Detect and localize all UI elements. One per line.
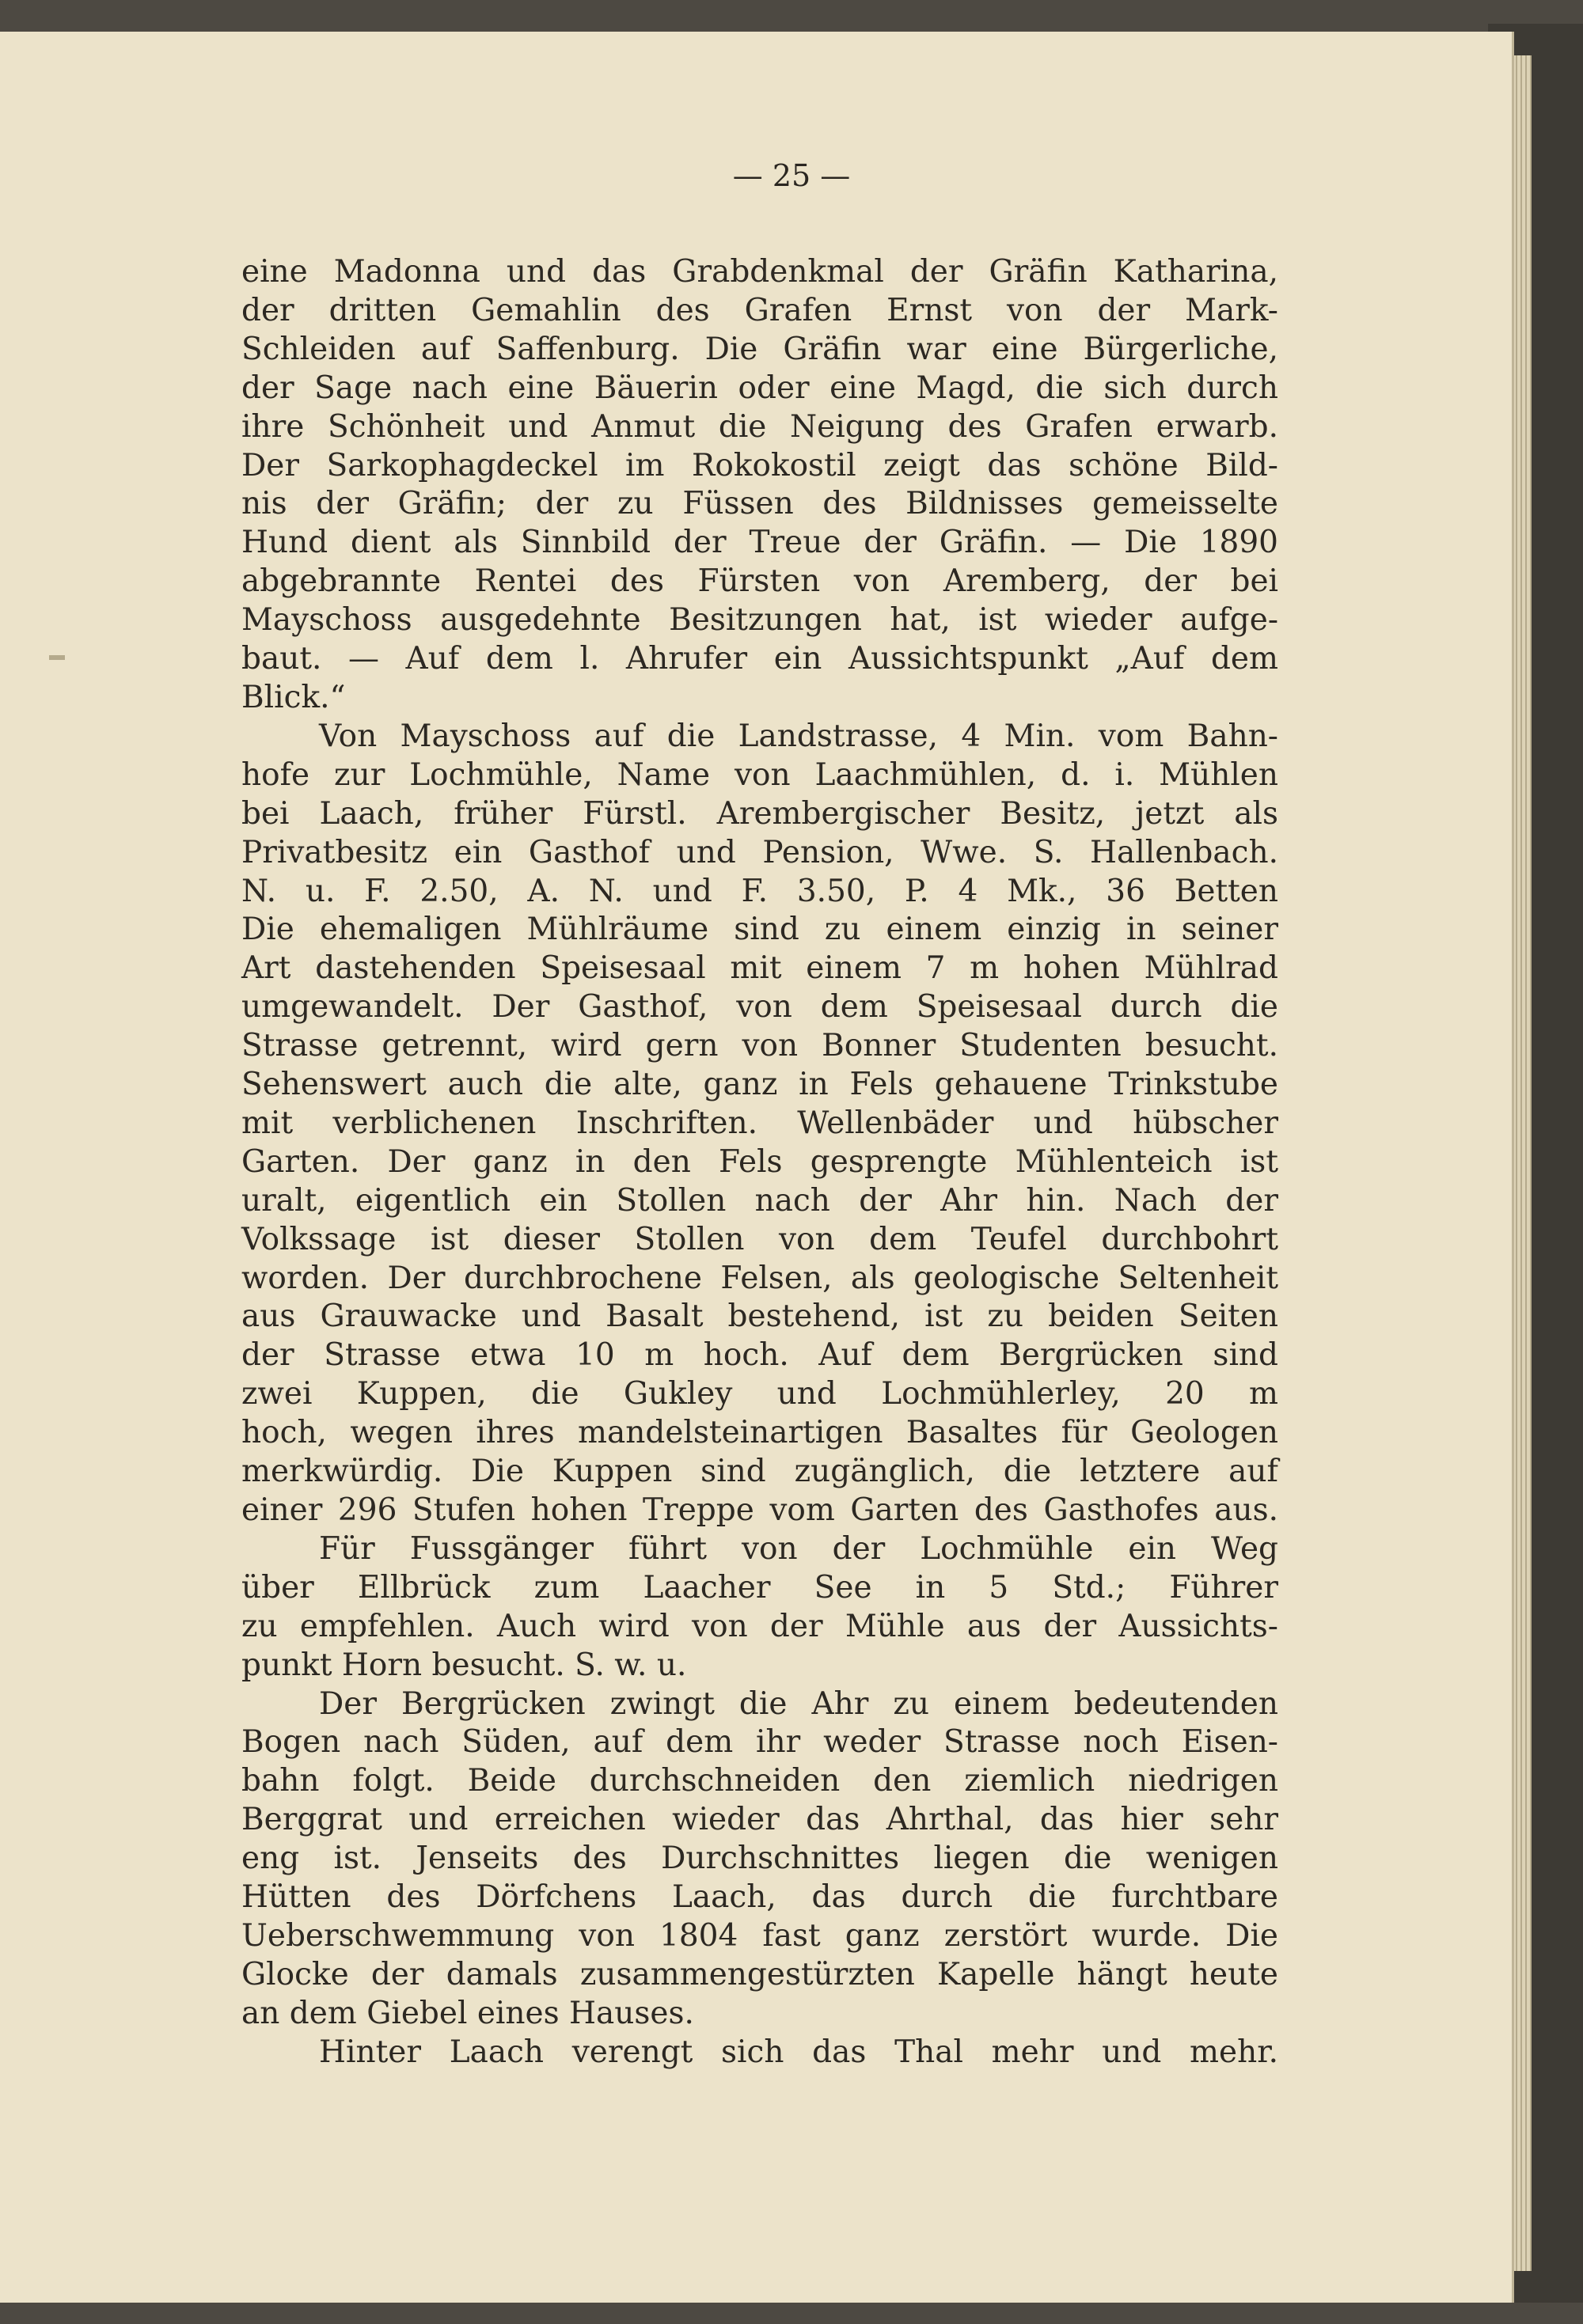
text-line: eng ist. Jenseits des Durchschnittes liegen die wenigen xyxy=(241,1841,1278,1877)
text-line: zwei Kuppen, die Gukley und Lochmühlerley, 20 m xyxy=(241,1376,1278,1412)
text-line: worden. Der durchbrochene Felsen, als geologische Seltenheit xyxy=(241,1260,1278,1296)
text-line: Strasse getrennt, wird gern von Bonner Studenten besucht. xyxy=(241,1028,1278,1064)
text-line: Von Mayschoss auf die Landstrasse, 4 Min. vom Bahn- xyxy=(319,718,1278,754)
text-line: Für Fussgänger führt von der Lochmühle ein Weg xyxy=(319,1530,1278,1567)
text-line: nis der Gräfin; der zu Füssen des Bildnisses gemeisselte xyxy=(241,486,1278,522)
page-fold-mark xyxy=(49,655,65,660)
page-number: — 25 — xyxy=(732,158,851,193)
text-line: Der Sarkophagdeckel im Rokokostil zeigt das schöne Bild- xyxy=(241,447,1278,483)
body-text xyxy=(241,253,1278,2072)
text-line: bei Laach, früher Fürstl. Arembergischer Besitz, jetzt als xyxy=(241,795,1278,832)
text-line: Privatbesitz ein Gasthof und Pension, Wwe. S. Hallenbach. xyxy=(241,834,1278,870)
text-line: baut. — Auf dem l. Ahrufer ein Aussichtspunkt „Auf dem xyxy=(241,641,1278,677)
text-line: punkt Horn besucht. S. w. u. xyxy=(241,1647,687,1683)
text-line: ihre Schönheit und Anmut die Neigung des Grafen erwarb. xyxy=(241,408,1278,445)
text-line: Ueberschwemmung von 1804 fast ganz zerstört wurde. Die xyxy=(241,1917,1278,1954)
text-line: merkwürdig. Die Kuppen sind zugänglich, die letztere auf xyxy=(241,1454,1278,1490)
text-line: eine Madonna und das Grabdenkmal der Gräfin Katharina, xyxy=(241,254,1278,290)
text-line: Mayschoss ausgedehnte Besitzungen hat, ist wieder aufge- xyxy=(241,602,1278,639)
text-line: über Ellbrück zum Laacher See in 5 Std.; Führer xyxy=(241,1569,1278,1606)
text-line: der Sage nach eine Bäuerin oder eine Magd, die sich durch xyxy=(241,370,1278,406)
text-line: der Strasse etwa 10 m hoch. Auf dem Bergrücken sind xyxy=(241,1337,1278,1374)
text-line: Blick.“ xyxy=(241,679,346,715)
text-line: an dem Giebel eines Hauses. xyxy=(241,1995,694,2031)
text-line: uralt, eigentlich ein Stollen nach der Ahr hin. Nach der xyxy=(241,1182,1278,1219)
text-line: der dritten Gemahlin des Grafen Ernst von der Mark- xyxy=(241,292,1278,328)
text-line: hofe zur Lochmühle, Name von Laachmühlen, d. i. Mühlen xyxy=(241,756,1278,793)
text-line: bahn folgt. Beide durchschneiden den ziemlich niedrigen xyxy=(241,1763,1278,1799)
text-line: Glocke der damals zusammengestürzten Kapelle hängt heute xyxy=(241,1956,1278,1992)
text-line: Schleiden auf Saffenburg. Die Gräfin war eine Bürgerliche, xyxy=(241,331,1278,367)
text-line: Berggrat und erreichen wieder das Ahrthal, das hier sehr xyxy=(241,1802,1278,1838)
text-line: umgewandelt. Der Gasthof, von dem Speisesaal durch die xyxy=(241,989,1278,1026)
text-line: Der Bergrücken zwingt die Ahr zu einem bedeutenden xyxy=(319,1685,1278,1722)
text-line: mit verblichenen Inschriften. Wellenbäder und hübscher xyxy=(241,1105,1278,1141)
text-line: N. u. F. 2.50, A. N. und F. 3.50, P. 4 Mk., 36 Betten xyxy=(241,873,1278,909)
text-line: einer 296 Stufen hohen Treppe vom Garten des Gasthofes aus. xyxy=(241,1492,1278,1528)
text-line: Sehenswert auch die alte, ganz in Fels gehauene Trinkstube xyxy=(241,1067,1278,1103)
text-line: abgebrannte Rentei des Fürsten von Aremberg, der bei xyxy=(241,563,1278,600)
text-line: aus Grauwacke und Basalt bestehend, ist zu beiden Seiten xyxy=(241,1298,1278,1335)
text-line: Volkssage ist dieser Stollen von dem Teufel durchbohrt xyxy=(241,1221,1278,1257)
text-line: Bogen nach Süden, auf dem ihr weder Strasse noch Eisen- xyxy=(241,1724,1278,1761)
text-line: Garten. Der ganz in den Fels gesprengte Mühlenteich ist xyxy=(241,1143,1278,1180)
text-line: Hütten des Dörfchens Laach, das durch die furchtbare xyxy=(241,1879,1278,1916)
text-line: Die ehemaligen Mühlräume sind zu einem einzig in seiner xyxy=(241,912,1278,948)
text-line: zu empfehlen. Auch wird von der Mühle aus der Aussichts- xyxy=(241,1608,1278,1644)
text-line: Hinter Laach verengt sich das Thal mehr und mehr. xyxy=(319,2034,1278,2070)
text-line: hoch, wegen ihres mandelsteinartigen Basaltes für Geologen xyxy=(241,1415,1278,1451)
text-line: Hund dient als Sinnbild der Treue der Gräfin. — Die 1890 xyxy=(241,525,1278,561)
text-line: Art dastehenden Speisesaal mit einem 7 m hohen Mühlrad xyxy=(241,950,1278,987)
